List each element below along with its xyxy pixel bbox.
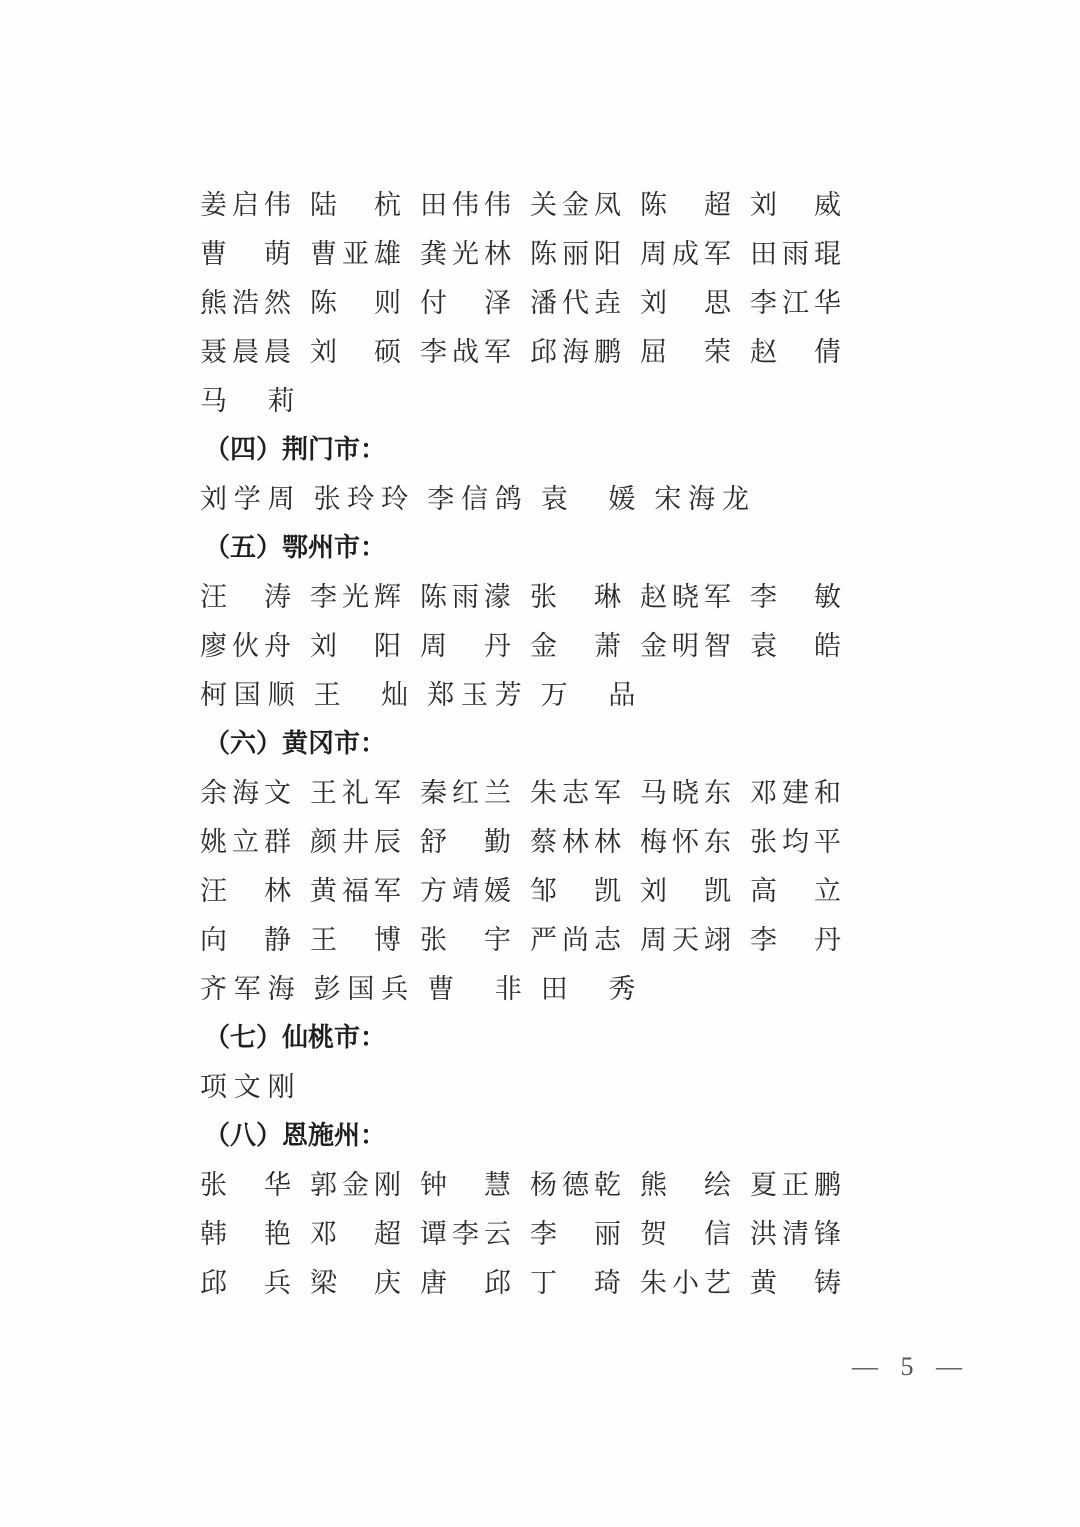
person-name: 洪 清 锋 [750,1219,841,1250]
name-row [200,227,860,276]
person-name: 李 信 鸽 [427,484,522,515]
person-name: 马 莉 [200,386,295,417]
person-name: 梁 庆 [310,1268,401,1299]
person-name: 陈 雨 濛 [420,582,511,613]
person-name: 秦 红 兰 [420,778,511,809]
person-name: 邹 凯 [530,876,621,907]
person-name: 曹 萌 [200,239,291,270]
person-name: 韩 艳 [200,1219,291,1250]
person-name: 郑 玉 芳 [427,680,522,711]
name-row [200,766,860,815]
person-name: 付 泽 [420,288,511,319]
person-name: 杨 德 乾 [530,1170,621,1201]
person-name: 张 宇 [420,925,511,956]
name-row [200,619,860,668]
person-name: 马 晓 东 [640,778,731,809]
person-name: 金 萧 [530,631,621,662]
name-row [200,815,860,864]
person-name: 蔡 林 林 [530,827,621,858]
person-name: 陈 超 [640,190,731,221]
name-list [200,178,860,1305]
person-name: 齐 军 海 [200,974,295,1005]
person-name: 李 战 军 [420,337,511,368]
person-name: 舒 勤 [420,827,511,858]
person-name: 潘 代 垚 [530,288,621,319]
name-row [200,864,860,913]
person-name: 高 立 [750,876,841,907]
person-name: 张 琳 [530,582,621,613]
person-name: 廖 伙 舟 [200,631,291,662]
person-name: 袁 皓 [750,631,841,662]
person-name: 田 秀 [540,974,636,1005]
person-name: 夏 正 鹏 [750,1170,841,1201]
person-name: 黄 铸 [750,1268,841,1299]
person-name: 王 博 [310,925,401,956]
name-row [200,570,860,619]
person-name: 聂 晨 晨 [200,337,291,368]
person-name: 曹 非 [427,974,522,1005]
person-name: 颜 井 辰 [310,827,401,858]
person-name: 刘 凯 [640,876,731,907]
person-name: 熊 绘 [640,1170,731,1201]
section-heading: （四）荆门市： [204,435,387,465]
person-name: 刘 思 [640,288,731,319]
person-name: 刘 阳 [310,631,401,662]
person-name: 姜 启 伟 [200,190,291,221]
section-heading: （六）黄冈市： [204,729,387,759]
person-name: 周 成 军 [640,239,731,270]
person-name: 曹 亚 雄 [310,239,401,270]
section-heading: （七）仙桃市： [204,1023,387,1053]
person-name: 田 伟 伟 [420,190,511,221]
person-name: 陆 杭 [310,190,401,221]
person-name: 梅 怀 东 [640,827,731,858]
person-name: 谭 李 云 [420,1219,511,1250]
person-name: 万 品 [540,680,636,711]
person-name: 熊 浩 然 [200,288,291,319]
person-name: 袁 媛 [540,484,636,515]
person-name: 刘 学 周 [200,484,295,515]
name-row [200,1256,860,1305]
name-row [200,913,860,962]
section-heading: （八）恩施州： [204,1121,387,1151]
person-name: 朱 志 军 [530,778,621,809]
name-row [200,325,860,374]
person-name: 金 明 智 [640,631,731,662]
person-name: 李 丽 [530,1219,621,1250]
person-name: 龚 光 林 [420,239,511,270]
person-name: 朱 小 艺 [640,1268,731,1299]
name-row [200,374,860,423]
page-number: — 5 — [852,1352,970,1381]
name-row [200,1207,860,1256]
person-name: 张 华 [200,1170,291,1201]
person-name: 刘 威 [750,190,841,221]
person-name: 李 敏 [750,582,841,613]
name-row [200,668,860,717]
person-name: 李 光 辉 [310,582,401,613]
name-row [200,178,860,227]
person-name: 丁 琦 [530,1268,621,1299]
name-row [200,1158,860,1207]
person-name: 屈 荣 [640,337,731,368]
person-name: 周 天 翊 [640,925,731,956]
name-row [200,1060,860,1109]
name-row [200,276,860,325]
person-name: 黄 福 军 [310,876,401,907]
name-row [200,472,860,521]
person-name: 邓 超 [310,1219,401,1250]
person-name: 钟 慧 [420,1170,511,1201]
person-name: 王 礼 军 [310,778,401,809]
person-name: 张 均 平 [750,827,841,858]
person-name: 项 文 刚 [200,1072,295,1103]
person-name: 李 丹 [750,925,841,956]
person-name: 赵 晓 军 [640,582,731,613]
person-name: 周 丹 [420,631,511,662]
person-name: 彭 国 兵 [313,974,409,1005]
person-name: 姚 立 群 [200,827,291,858]
person-name: 田 雨 琨 [750,239,841,270]
person-name: 邱 兵 [200,1268,291,1299]
person-name: 邓 建 和 [750,778,841,809]
person-name: 唐 邱 [420,1268,511,1299]
person-name: 严 尚 志 [530,925,621,956]
person-name: 向 静 [200,925,291,956]
person-name: 郭 金 刚 [310,1170,401,1201]
person-name: 方 靖 媛 [420,876,511,907]
person-name: 汪 涛 [200,582,291,613]
person-name: 贺 信 [640,1219,731,1250]
person-name: 赵 倩 [750,337,841,368]
person-name: 邱 海 鹏 [530,337,621,368]
person-name: 汪 林 [200,876,291,907]
name-row [200,962,860,1011]
person-name: 李 江 华 [750,288,841,319]
person-name: 张 玲 玲 [313,484,409,515]
person-name: 宋 海 龙 [654,484,749,515]
person-name: 关 金 凤 [530,190,621,221]
person-name: 柯 国 顺 [200,680,295,711]
person-name: 陈 丽 阳 [530,239,621,270]
person-name: 余 海 文 [200,778,291,809]
person-name: 王 灿 [313,680,409,711]
person-name: 陈 则 [310,288,401,319]
person-name: 刘 硕 [310,337,401,368]
section-heading: （五）鄂州市： [204,533,387,563]
